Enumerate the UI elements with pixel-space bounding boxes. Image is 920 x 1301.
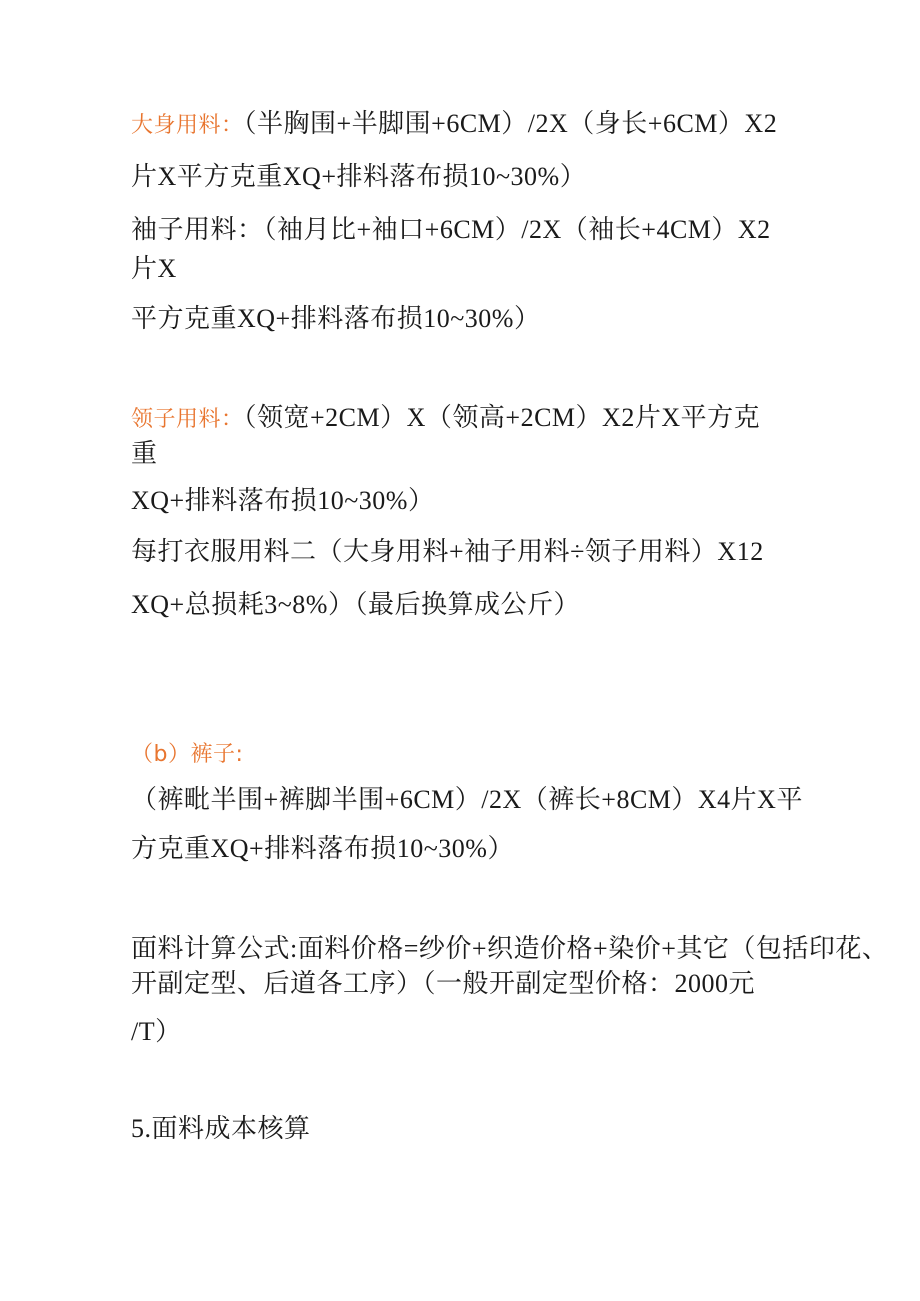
collar-fabric-formula-1: （领宽+2CM）X（领高+2CM）X2片X平方克 xyxy=(243,403,761,432)
collar-fabric-line-2: 重 xyxy=(131,439,158,468)
section-5-title: 5.面料成本核算 xyxy=(131,1114,311,1143)
pants-formula-line-1: （裤毗半围+裤脚半围+6CM）/2X（裤长+8CM）X4片X平 xyxy=(131,785,803,814)
sleeve-fabric-line-3: 平方克重XQ+排料落布损10~30%） xyxy=(131,304,541,333)
body-fabric-label: 大身用料： xyxy=(131,113,244,138)
total-fabric-line-2: XQ+总损耗3~8%）（最后换算成公斤） xyxy=(131,590,580,619)
total-fabric-line-1: 每打衣服用料二（大身用料+袖子用料÷领子用料）X12 xyxy=(131,537,764,566)
fabric-price-formula-line-2: 开副定型、后道各工序）（一般开副定型价格：2000元 xyxy=(131,969,756,998)
collar-fabric-line-1 xyxy=(131,401,760,437)
fabric-price-formula-line-1: 面料计算公式:面料价格=纱价+织造价格+染价+其它（包括印花、 xyxy=(131,934,889,963)
collar-fabric-line-3: XQ+排料落布损10~30%） xyxy=(131,486,435,515)
body-fabric-line-1 xyxy=(131,107,777,143)
sleeve-fabric-line-2: 片X xyxy=(131,254,177,283)
pants-heading: （b）裤子: xyxy=(131,742,244,767)
pants-formula-line-2: 方克重XQ+排料落布损10~30%） xyxy=(131,834,514,863)
collar-fabric-label: 领子用料： xyxy=(131,407,244,432)
fabric-price-formula-line-3: /T） xyxy=(131,1017,182,1046)
body-fabric-line-2: 片X平方克重XQ+排料落布损10~30%） xyxy=(131,162,587,191)
sleeve-fabric-line-1: 袖子用料：（袖月比+袖口+6CM）/2X（袖长+4CM）X2 xyxy=(131,215,771,244)
body-fabric-formula-1: （半胸围+半脚围+6CM）/2X（身长+6CM）X2 xyxy=(243,109,778,138)
